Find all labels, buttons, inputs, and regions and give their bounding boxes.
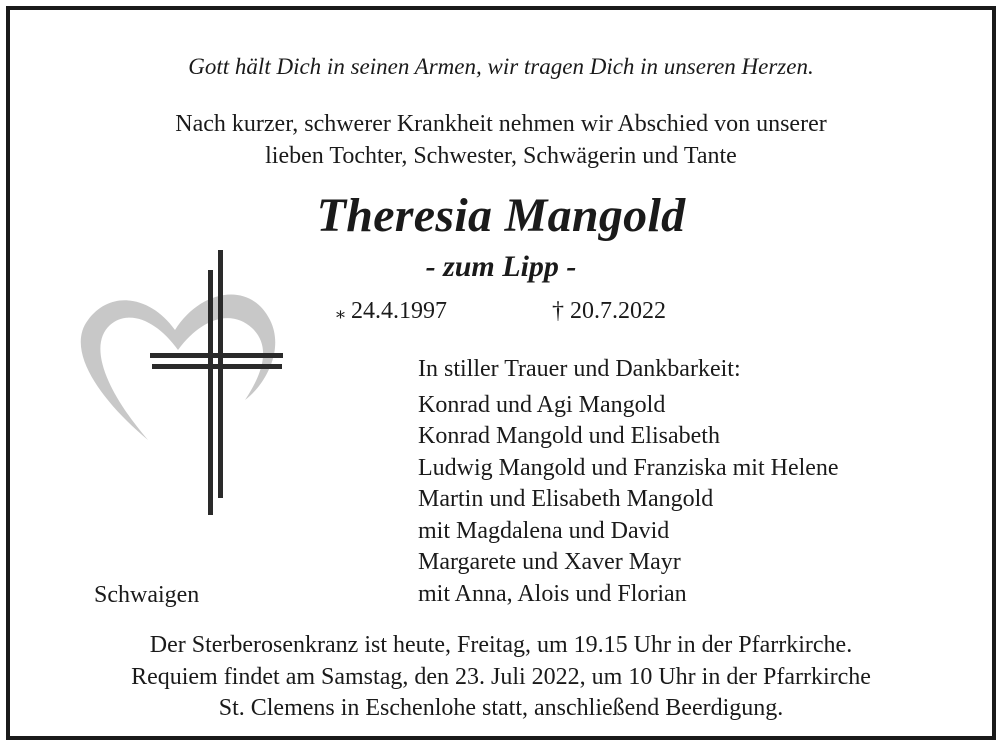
place-name: Schwaigen	[94, 582, 200, 608]
cross-vertical-left	[208, 270, 213, 515]
mourner-line: Martin und Elisabeth Mangold	[418, 486, 714, 512]
death-date: 20.7.2022	[570, 298, 666, 324]
notice-line: Der Sterberosenkranz ist heute, Freitag, um 19.15 Uhr in der Pfarrkirche.	[149, 632, 853, 658]
heart-cross-icon	[70, 250, 290, 520]
motto: Gott hält Dich in seinen Armen, wir tragen Dich in unseren Herzen.	[188, 54, 814, 79]
cross-horizontal-bottom	[152, 364, 282, 369]
birth-star-icon: ⁎	[336, 302, 345, 322]
life-dates	[336, 298, 666, 325]
deceased-name: Theresia Mangold	[316, 189, 686, 242]
notice-line: Requiem findet am Samstag, den 23. Juli 2022, um 10 Uhr in der Pfarrkirche	[131, 663, 871, 690]
mourner-line: Konrad Mangold und Elisabeth	[418, 423, 720, 449]
notice-line: St. Clemens in Eschenlohe statt, anschließend Beerdigung.	[218, 695, 784, 721]
cross-horizontal-top	[150, 353, 283, 358]
mourners-list	[418, 354, 839, 610]
birth-date-group	[336, 298, 546, 325]
mourner-line: Ludwig Mangold und Franziska mit Helene	[418, 454, 839, 481]
cross-vertical-right	[218, 250, 223, 498]
intro-line: Nach kurzer, schwerer Krankheit nehmen wir Abschied von unserer	[175, 111, 827, 137]
mourner-line: mit Anna, Alois und Florian	[418, 580, 687, 607]
birth-date: 24.4.1997	[351, 298, 447, 324]
mourner-line: mit Magdalena und David	[418, 517, 670, 544]
deceased-nickname: - zum Lipp -	[425, 250, 577, 283]
intro-text	[10, 108, 992, 172]
mourner-line: Margarete und Xaver Mayr	[418, 549, 681, 575]
mourner-line: Konrad und Agi Mangold	[418, 391, 666, 418]
obituary-frame	[6, 6, 996, 740]
intro-line: lieben Tochter, Schwester, Schwägerin und Tante	[265, 143, 737, 169]
mourners-heading: In stiller Trauer und Dankbarkeit:	[418, 356, 741, 382]
death-cross-icon: †	[552, 298, 564, 324]
death-date-group	[552, 298, 666, 324]
funeral-notice	[10, 630, 992, 725]
